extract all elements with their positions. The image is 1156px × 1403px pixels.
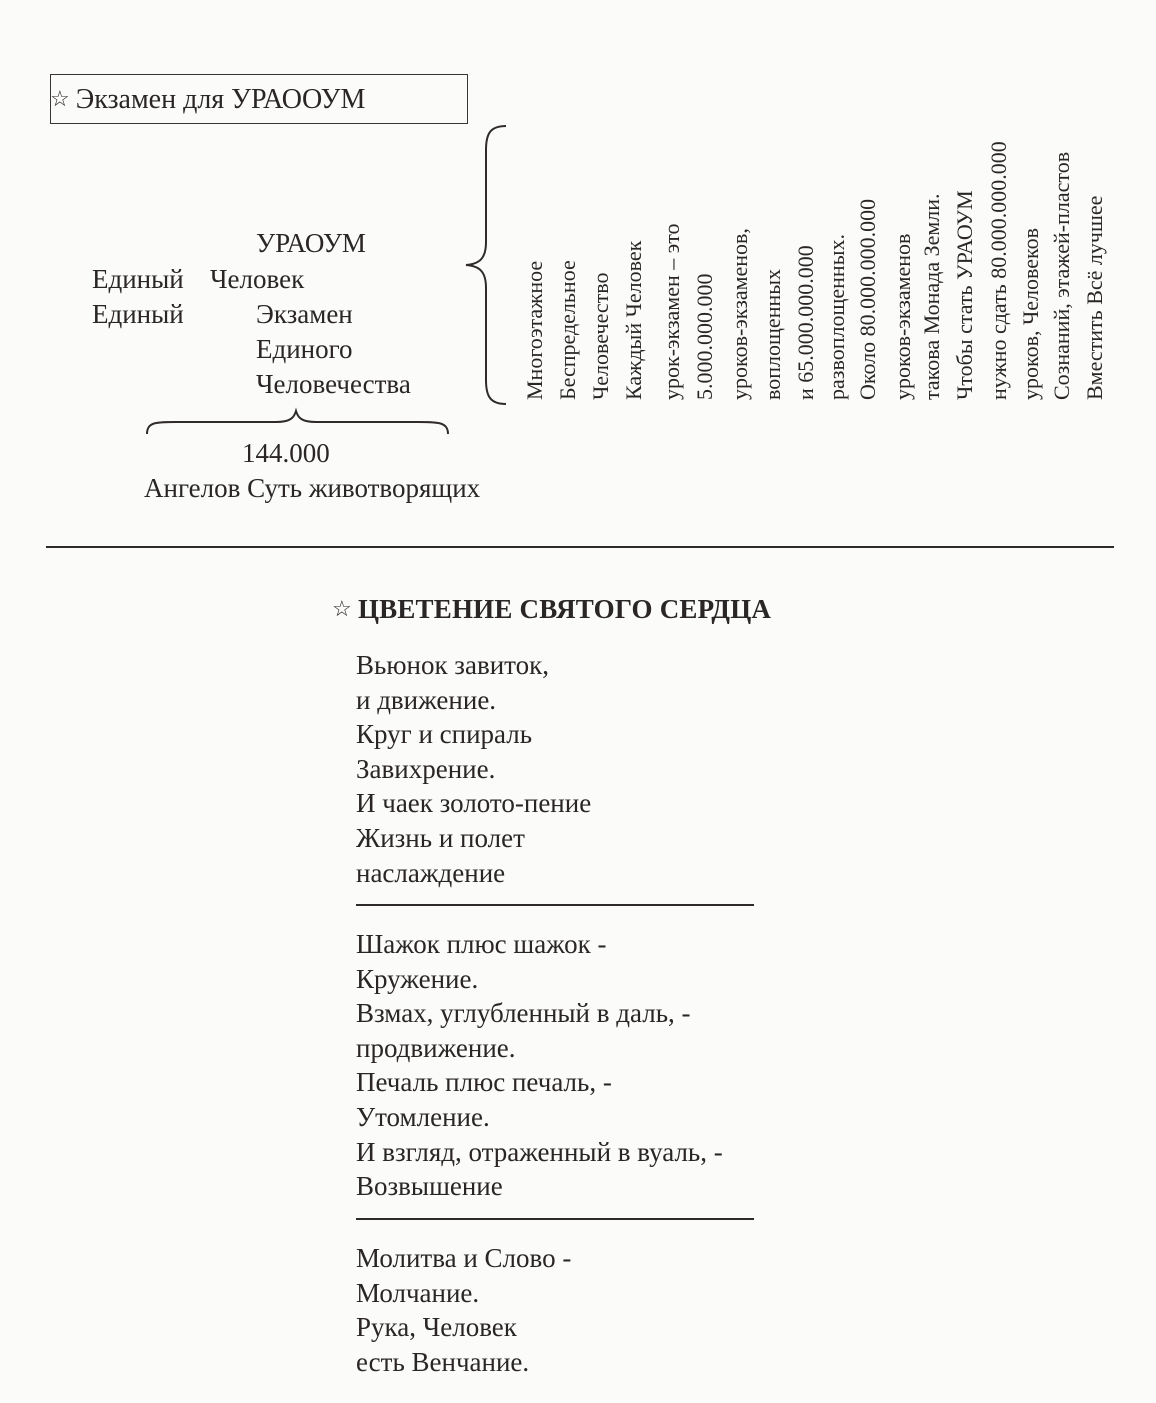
row2-left: Единый (92, 299, 184, 329)
vcol-15: нужно сдать 80.000.000.000 (986, 141, 1011, 400)
poem-line: И взгляд, отраженный в вуаль, - (356, 1136, 723, 1167)
vcol-5: урок-экзамен – это (659, 223, 684, 400)
poem-line: Вьюнок завиток, (356, 650, 549, 680)
vcol-16: уроков, Человеков (1018, 228, 1043, 400)
vcol-12: уроков-экзаменов (890, 233, 915, 400)
vertical-brace-icon (464, 124, 508, 411)
row1-left: Единый (92, 264, 184, 294)
star-icon: ☆ (50, 86, 70, 111)
vcol-4: Каждый Человек (621, 240, 646, 400)
star-icon: ☆ (332, 596, 352, 621)
vcol-2: Беспредельное (555, 260, 580, 400)
stanza-3 (356, 1241, 571, 1379)
exam-title (50, 84, 365, 116)
poem-line: Утомление. (356, 1101, 490, 1132)
poem-line: наслаждение (356, 857, 506, 888)
exam-line-3: Человечества (256, 369, 411, 399)
vcol-11: Около 80.000.000.000 (855, 198, 880, 400)
angels-line: Ангелов Суть животворящих (144, 473, 481, 503)
poem-title (332, 594, 771, 625)
stanza-1 (356, 648, 591, 890)
poem-line: Возвышение (356, 1171, 503, 1202)
count-label: 144.000 (242, 438, 330, 468)
poem-line: и движение. (356, 684, 497, 715)
vcol-17: Сознаний, этажей-пластов (1049, 151, 1074, 400)
uraoum-label: УРАОУМ (256, 228, 366, 258)
vcol-14: Чтобы стать УРАОУМ (952, 190, 977, 400)
vcol-1: Многоэтажное (522, 260, 547, 400)
vcol-3: Человечество (588, 272, 613, 400)
vcol-18: Вместить Всё лучшее (1082, 195, 1107, 400)
poem-line: Рука, Человек (356, 1312, 517, 1343)
poem-line: продвижение. (356, 1032, 516, 1063)
poem-line: Взмах, углубленный в даль, - (356, 998, 691, 1029)
vcol-9: и 65.000.000.000 (793, 245, 818, 400)
stanza-divider (356, 1218, 754, 1220)
stanza-divider (356, 904, 754, 906)
poem-line: Молчание. (356, 1277, 480, 1308)
vcol-8: воплощенных (760, 268, 785, 400)
poem-line: Молитва и Слово - (356, 1243, 572, 1273)
poem-line: Круг и спираль (356, 719, 533, 750)
stanza-2 (356, 927, 723, 1204)
row1-right: Человек (210, 264, 305, 294)
poem-line: И чаек золото-пение (356, 788, 592, 819)
poem-line: Кружение. (356, 963, 479, 994)
vcol-13: такова Монада Земли. (919, 193, 944, 400)
poem-line: Шажок плюс шажок - (356, 929, 607, 959)
exam-line-1: Экзамен (256, 299, 353, 329)
section-divider (46, 546, 1114, 548)
poem-line: есть Венчание. (356, 1346, 530, 1377)
poem-line: Печаль плюс печаль, - (356, 1067, 612, 1098)
poem-line: Завихрение. (356, 753, 496, 784)
poem-line: Жизнь и полет (356, 822, 525, 853)
vcol-6: 5.000.000.000 (692, 273, 717, 400)
poem-title-text: ЦВЕТЕНИЕ СВЯТОГО СЕРДЦА (357, 594, 772, 624)
exam-line-2: Единого (256, 334, 353, 364)
vcol-7: уроков-экзаменов, (727, 228, 752, 400)
vcol-10: развоплощенных. (824, 234, 849, 400)
exam-title-text: Экзамен для УРАООУМ (75, 84, 366, 115)
